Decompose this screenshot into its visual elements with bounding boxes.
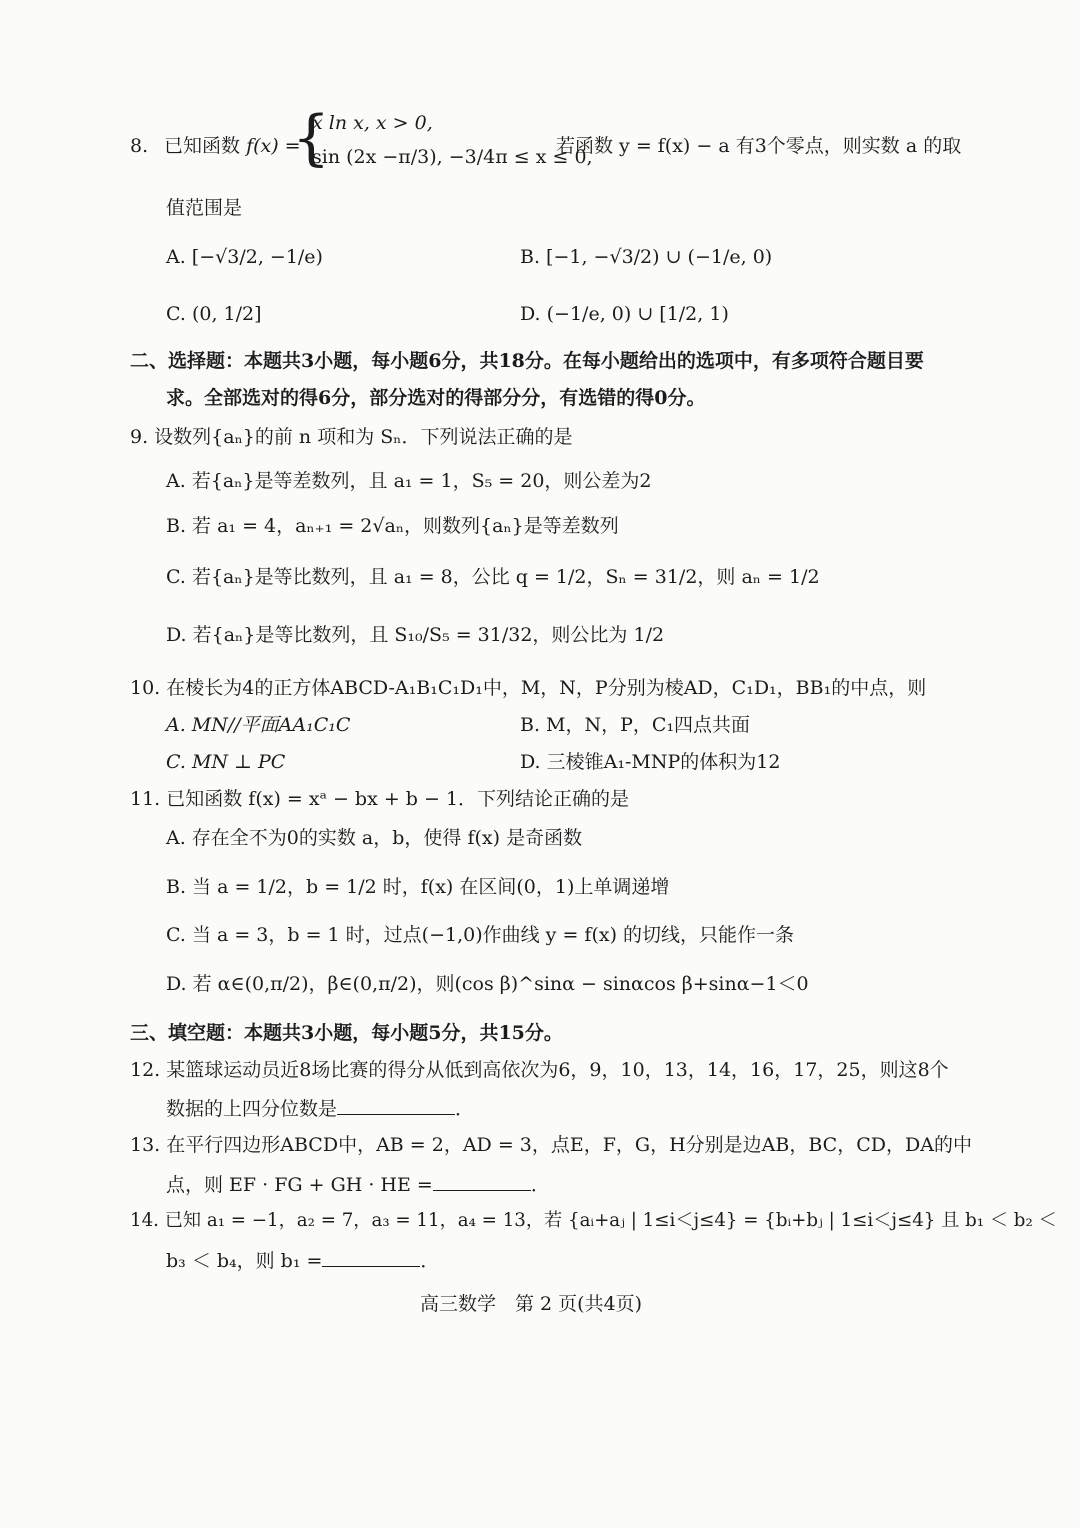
q8-option-a: A. [−√3/2, −1/e) [166, 246, 323, 268]
q14-line1: 14. 已知 a₁ = −1，a₂ = 7，a₃ = 11，a₄ = 13，若 {aᵢ+aⱼ | 1≤i＜j≤4} = {bᵢ+bⱼ | 1≤i＜j≤4} 且 b₁ ＜ b₂ ＜ [130, 1210, 1057, 1231]
q12-end: ． [455, 1098, 475, 1120]
q11-option-c: C. 当 a = 3，b = 1 时，过点(−1,0)作曲线 y = f(x) 的切线，只能作一条 [166, 924, 795, 946]
q8-line2: 值范围是 [166, 197, 243, 219]
q10-option-d: D. 三棱锥A₁-MNP的体积为12 [520, 751, 781, 773]
q8-case2: sin (2x −π/3), −3/4π ≤ x ≤ 0, [312, 146, 593, 168]
section2-line1: 二、选择题：本题共3小题，每小题6分，共18分。在每小题给出的选项中，有多项符合题目要 [130, 350, 924, 372]
q11-stem: 11. 已知函数 f(x) = xᵃ − bx + b − 1．下列结论正确的是 [130, 788, 630, 810]
q8-case1: x ln x, x > 0, [312, 112, 433, 134]
page-footer: 高三数学 第 2 页(共4页) [420, 1293, 643, 1315]
q10-option-a: A. MN//平面AA₁C₁C [166, 714, 351, 736]
q12-line2-text: 数据的上四分位数是 [166, 1098, 338, 1120]
q12-line2 [166, 1096, 474, 1121]
section3-title: 三、填空题：本题共3小题，每小题5分，共15分。 [130, 1022, 563, 1044]
q11-option-a: A. 存在全不为0的实数 a，b，使得 f(x) 是奇函数 [166, 827, 583, 849]
q8-tail: 若函数 y = f(x) − a 有3个零点，则实数 a 的取 [556, 135, 962, 157]
q9-option-d: D. 若{aₙ}是等比数列，且 S₁₀/S₅ = 31/32，则公比为 1/2 [166, 624, 665, 646]
q13-line2 [166, 1172, 550, 1197]
q12-answer-blank[interactable] [337, 1096, 455, 1115]
q9-option-c: C. 若{aₙ}是等比数列，且 a₁ = 8，公比 q = 1/2，Sₙ = 31/2，则 aₙ = 1/2 [166, 566, 820, 588]
q11-option-d: D. 若 α∈(0,π/2)，β∈(0,π/2)，则(cos β)^sinα − sinαcos β+sinα−1＜0 [166, 973, 809, 995]
q14-end: ． [420, 1250, 440, 1272]
q8-lead [164, 135, 301, 158]
q9-option-b: B. 若 a₁ = 4，aₙ₊₁ = 2√aₙ，则数列{aₙ}是等差数列 [166, 515, 619, 537]
q10-stem: 10. 在棱长为4的正方体ABCD-A₁B₁C₁D₁中，M，N，P分别为棱AD，C₁D₁，BB₁的中点，则 [130, 677, 927, 699]
q13-line1: 13. 在平行四边形ABCD中，AB = 2，AD = 3，点E，F，G，H分别是边AB，BC，CD，DA的中 [130, 1134, 972, 1156]
q12-line1: 12. 某篮球运动员近8场比赛的得分从低到高依次为6，9，10，13，14，16，17，25，则这8个 [130, 1059, 949, 1081]
q9-stem: 9. 设数列{aₙ}的前 n 项和为 Sₙ．下列说法正确的是 [130, 426, 573, 448]
q8-number: 8. [130, 135, 149, 157]
q8-option-d: D. (−1/e, 0) ∪ [1/2, 1) [520, 303, 729, 325]
q14-line2-text: b₃ ＜ b₄，则 b₁ = [166, 1250, 323, 1272]
q13-end: ． [530, 1174, 550, 1196]
q13-line2-text: 点，则 EF · FG + GH · HE = [166, 1174, 433, 1196]
q10-option-b: B. M，N，P，C₁四点共面 [520, 714, 751, 736]
q11-option-b: B. 当 a = 1/2，b = 1/2 时，f(x) 在区间(0，1)上单调递增 [166, 876, 670, 898]
q8-fx: f(x) = [246, 135, 301, 157]
section2-line2: 求。全部选对的得6分，部分选对的得部分分，有选错的得0分。 [166, 387, 706, 409]
q9-option-a: A. 若{aₙ}是等差数列，且 a₁ = 1，S₅ = 20，则公差为2 [166, 470, 652, 492]
q10-option-c: C. MN ⊥ PC [166, 751, 286, 773]
q14-line2 [166, 1248, 439, 1273]
q14-answer-blank[interactable] [322, 1248, 420, 1267]
q8-option-c: C. (0, 1/2] [166, 303, 262, 325]
q8-lead-text: 已知函数 [164, 135, 241, 157]
q8-brace: { [292, 103, 331, 173]
q13-answer-blank[interactable] [433, 1172, 531, 1191]
q8-option-b: B. [−1, −√3/2) ∪ (−1/e, 0) [520, 246, 773, 268]
